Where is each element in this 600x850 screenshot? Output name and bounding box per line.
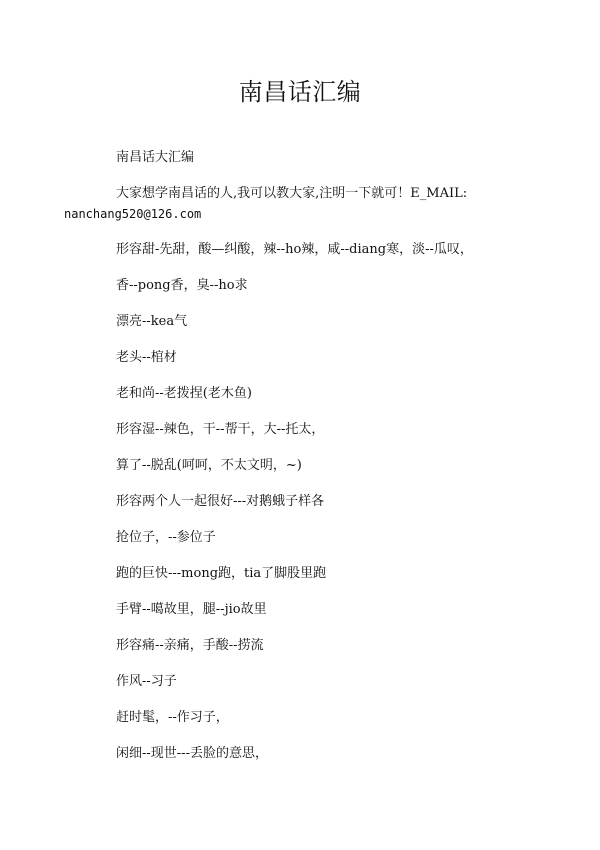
paragraph-heading: 南昌话大汇编 <box>116 150 195 165</box>
paragraph-seat: 抢位子，--参位子 <box>116 530 216 545</box>
page-title: 南昌话汇编 <box>238 78 362 106</box>
paragraph-smell: 香--pong香，臭--ho求 <box>116 278 248 293</box>
paragraph-taste: 形容甜-先甜，酸—纠酸，辣--ho辣，咸--diang寒，淡--瓜叹， <box>116 242 473 257</box>
email-address: nanchang520@126.com <box>64 207 202 221</box>
paragraph-wet-dry: 形容湿--辣色，干--帮干，大--托太， <box>116 422 325 437</box>
paragraph-monk: 老和尚--老拨捏(老木鱼) <box>116 386 252 401</box>
paragraph-pretty: 漂亮--kea气 <box>116 314 188 329</box>
paragraph-style: 作风--习子 <box>116 674 177 689</box>
paragraph-good-pair: 形容两个人一起很好---对鹅蛾子样各 <box>116 494 325 509</box>
paragraph-arm-leg: 手臂--噶故里，腿--jio故里 <box>116 602 267 617</box>
paragraph-intro <box>64 184 510 224</box>
document-body <box>64 148 510 780</box>
paragraph-forget-it: 算了--脱乱(呵呵，不太文明，~) <box>116 458 302 473</box>
paragraph-run-fast: 跑的巨快---mong跑，tia了脚股里跑 <box>116 566 327 581</box>
paragraph-embarrass: 闲细--现世---丢脸的意思， <box>116 746 268 761</box>
paragraph-trendy: 赶时髦，--作习子， <box>116 710 229 725</box>
paragraph-pain: 形容痛--亲痛，手酸--捞流 <box>116 638 264 653</box>
paragraph-old-man: 老头--棺材 <box>116 350 177 365</box>
intro-text: 大家想学南昌话的人,我可以教大家,注明一下就可！E_MAIL: <box>116 186 468 201</box>
